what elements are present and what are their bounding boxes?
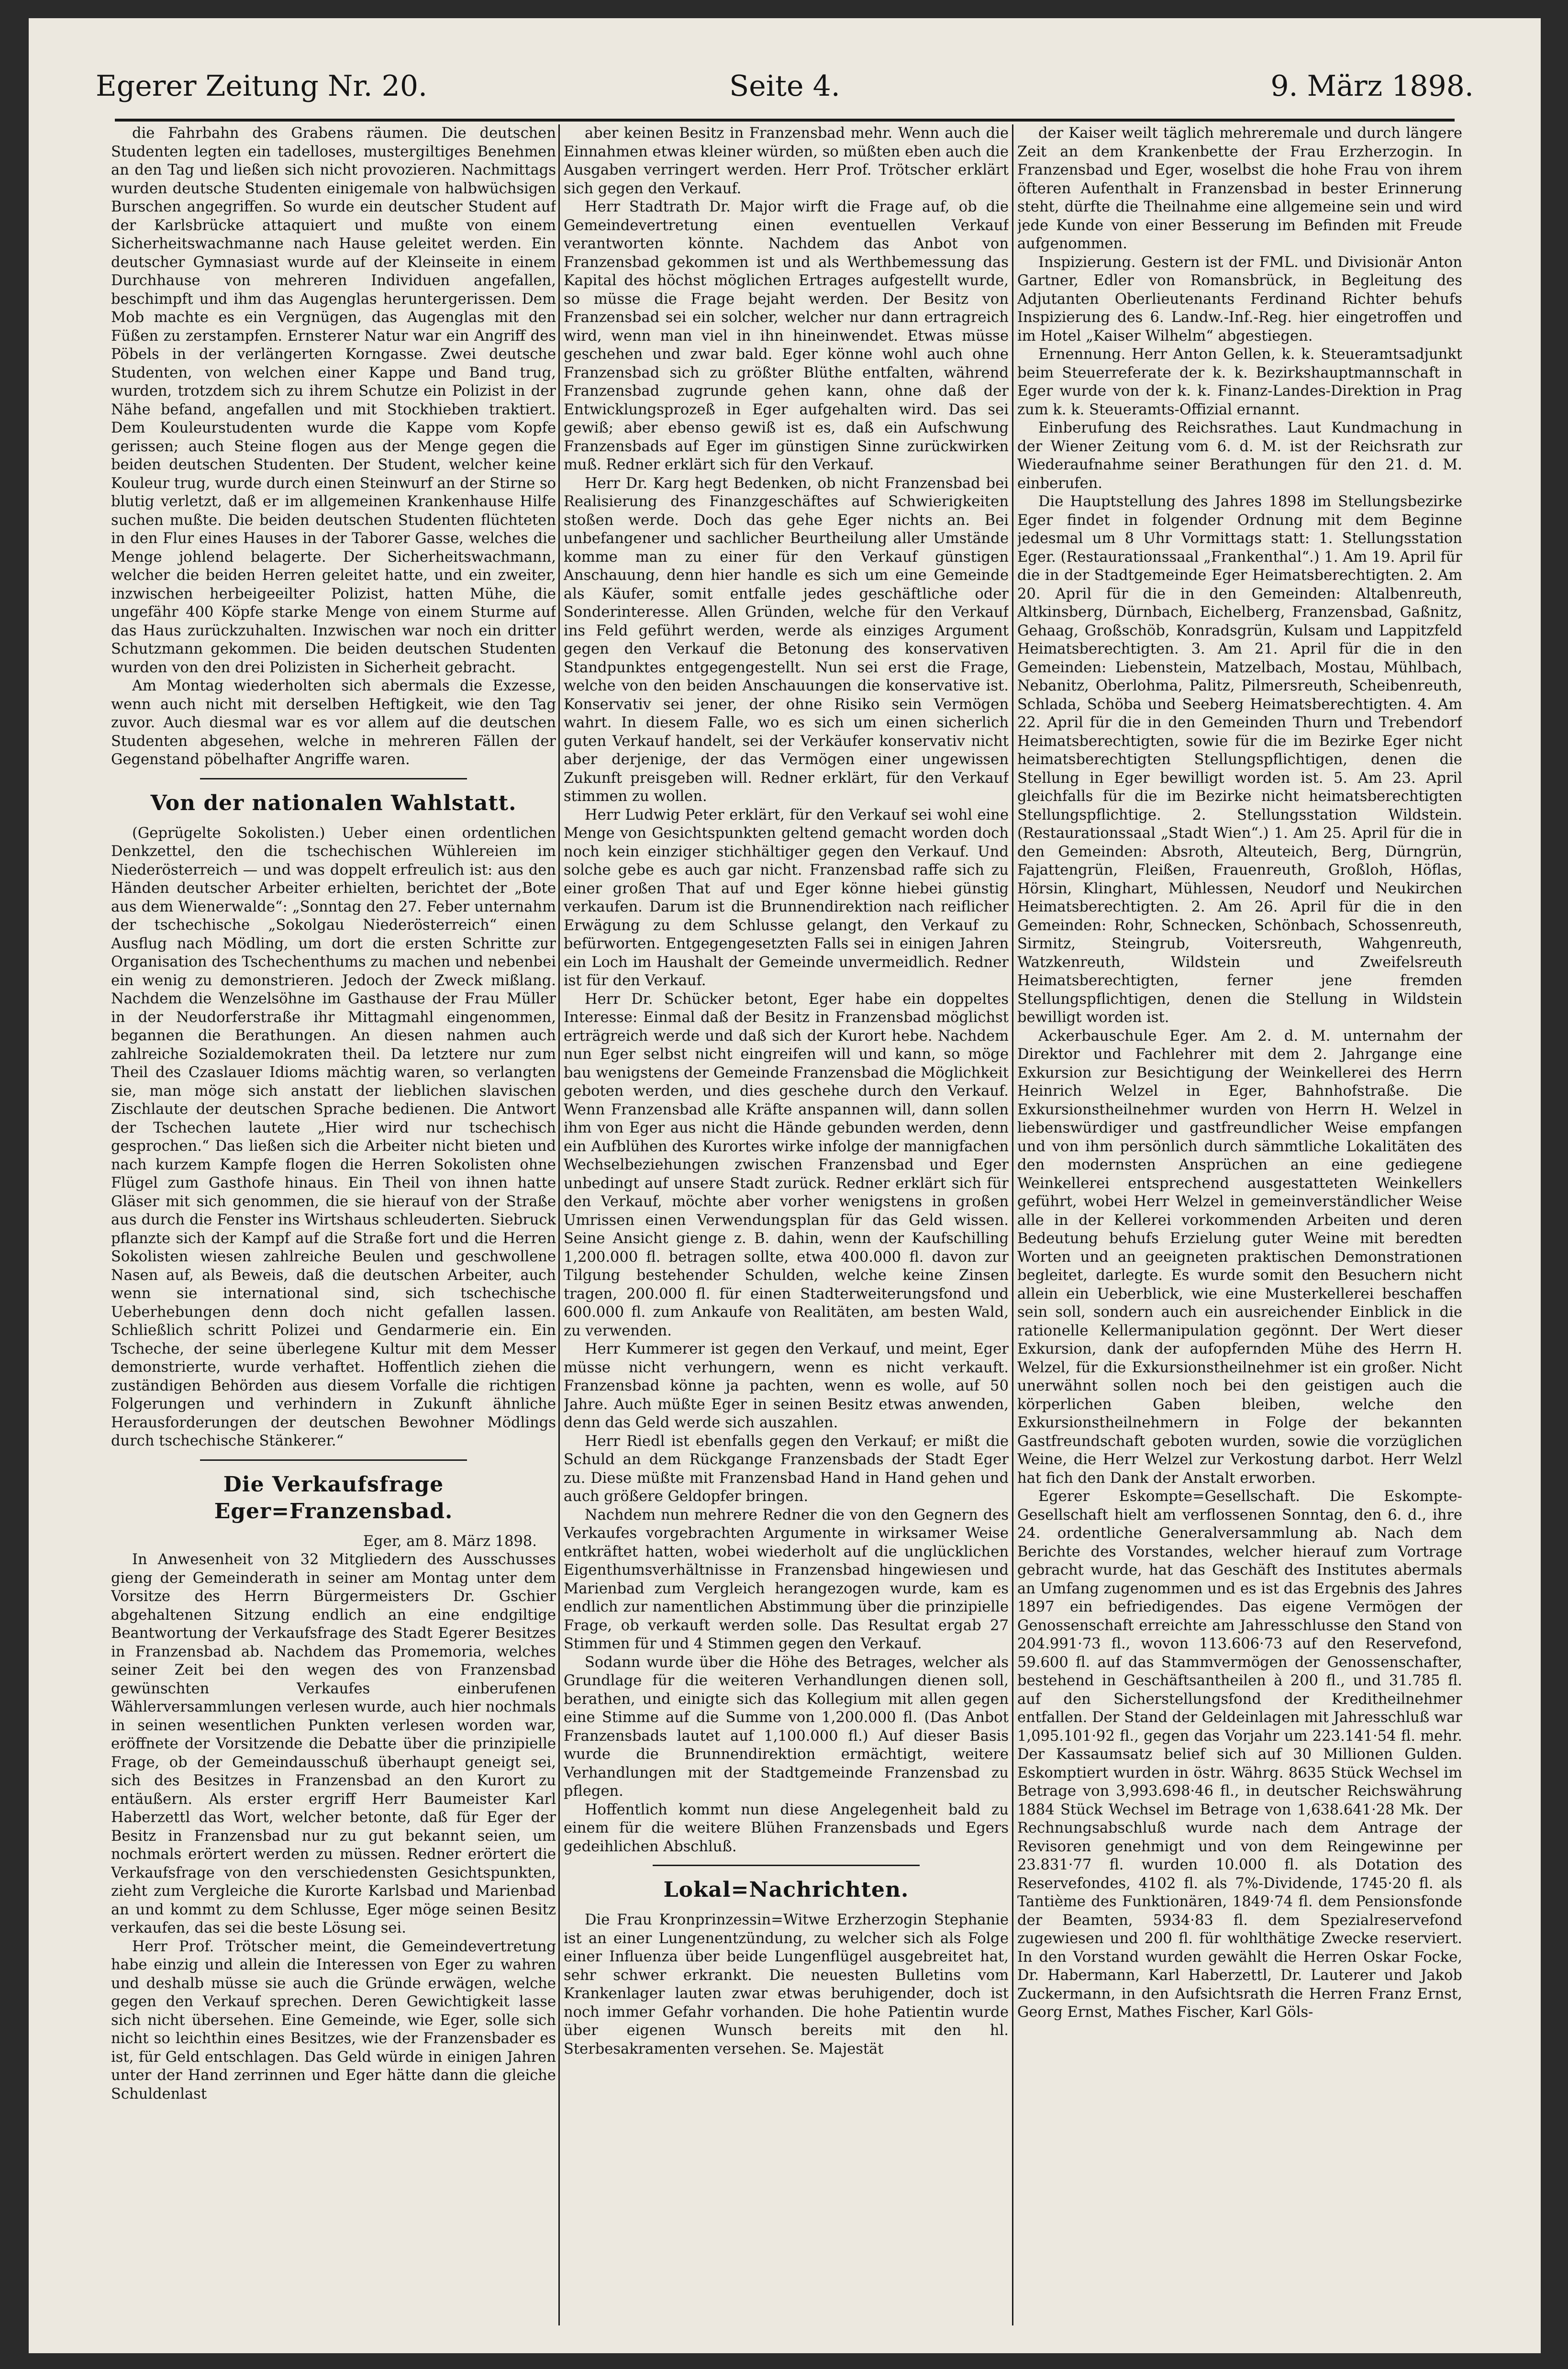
article-paragraph: Ernennung. Herr Anton Gellen, k. k. Steueramtsadjunkt beim Steuerreferate der k. k. Bezirkshauptmannschaft in Eger wurde von der k. k. Finanz-Landes-Direktion in Prag zum k. k. Steueramts-Offizial ernannt.	[1017, 346, 1462, 418]
column-1	[111, 124, 556, 2325]
dateline: Eger, am 8. März 1898.	[363, 1533, 537, 1550]
article-paragraph: Inspizierung. Gestern ist der FML. und Divisionär Anton Gartner, Edler von Romansbrück, in Begleitung des Adjutanten Oberlieutenants Ferdinand Richter behufs Inspizierung des 6. Landw.-Inf.-Reg. hier eingetroffen und im Hotel „Kaiser Wilhelm“ abgestiegen.	[1017, 254, 1462, 345]
article-paragraph: die Fahrbahn des Grabens räumen. Die deutschen Studenten legten ein tadelloses, mustergiltiges Benehmen an den Tag und ließen sich nicht provozieren. Nachmittags wurden deutsche Studenten einigemale von halbwüchsigen Burschen angegriffen. So wurde ein deutscher Student auf der Karlsbrücke attaquiert und mußte von einem Sicherheitswachmanne nach Hause geleitet werden. Ein deutscher Gymnasiast wurde auf der Kleinseite in einem Durchhause von mehreren Individuen angefallen, beschimpft und ihm das Augenglas heruntergerissen. Dem Mob machte es ein Vergnügen, das Augenglas mit den Füßen zu zerstampfen. Ernsterer Natur war ein Angriff des Pöbels in der verlängerten Korngasse. Zwei deutsche Studenten, von welchen einer Kappe und Band trug, wurden, trotzdem sich zu ihrem Schutze ein Polizist in der Nähe befand, angefallen und mit Stockhieben traktiert. Dem Kouleurstudenten wurde die Kappe vom Kopfe gerissen; auch Steine flogen aus der Menge gegen die beiden deutschen Studenten. Der Student, welcher keine Kouleur trug, wurde durch einen Steinwurf an der Stirne so blutig verletzt, daß er im allgemeinen Krankenhause Hilfe suchen mußte. Die beiden deutschen Studenten flüchteten in den Flur eines Hauses in der Taborer Gasse, welches die Menge johlend belagerte. Der Sicherheitswachmann, welcher die beiden Herren geleitet hatte, und ein zweiter, inzwischen herbeigeeilter Polizist, hatten Mühe, die ungefähr 400 Köpfe starke Menge von einem Sturme auf das Haus zurückzuhalten. Inzwischen war noch ein dritter Schutzmann gekommen. Die beiden deutschen Studenten wurden von den drei Polizisten in Sicherheit gebracht.	[111, 125, 556, 676]
article-paragraph: Herr Kummerer ist gegen den Verkauf, und meint, Eger müsse nicht verhungern, wenn es nicht verkauft. Franzensbad könne ja pachten, wenn es wolle, auf 50 Jahre. Auch müßte Eger in seinen Besitz etwas anwenden, denn das Geld werde sich auszahlen.	[564, 1341, 1009, 1431]
article-paragraph: Die Frau Kronprinzessin=Witwe Erzherzogin Stephanie ist an einer Lungenentzündung, zu welcher sich als Folge einer Influenza über beide Lungenflügel ausgebreitet hat, sehr schwer erkrankt. Die neuesten Bulletins vom Krankenlager lauten zwar etwas beruhigender, doch ist noch immer Gefahr vorhanden. Die hohe Patientin wurde über eigenen Wunsch bereits mit den hl. Sterbesakramenten versehen. Se. Majestät	[564, 1912, 1009, 2058]
article-paragraph: In Anwesenheit von 32 Mitgliedern des Ausschusses gieng der Gemeinderath in seiner am Montag unter dem Vorsitze des Herrn Bürgermeisters Dr. Gschier abgehaltenen Sitzung endlich an eine endgiltige Beantwortung der Verkaufsfrage des Stadt Egerer Besitzes in Franzensbad ab. Nachdem das Promemoria, welches seiner Zeit bei den wegen des von Franzensbad gewünschten Verkaufes einberufenen Wählerversammlungen verlesen wurde, auch hier nochmals in seinen wesentlichen Punkten verlesen worden war, eröffnete der Vorsitzende die Debatte über die prinzipielle Frage, ob der Gemeindausschuß überhaupt geneigt sei, sich des Besitzes in Franzensbad an den Kurort zu entäußern. Als erster ergriff Herr Baumeister Karl Haberzettl das Wort, welcher betonte, daß für Eger der Besitz in Franzensbad nur zu gut bekannt seien, um nochmals erörtert werden zu müssen. Redner erörtert die Verkaufsfrage von den verschiedensten Gesichtspunkten, zieht zum Vergleiche die Kurorte Karlsbad und Marienbad an und kommt zu dem Schlusse, Eger möge seinen Besitz verkaufen, das sei die beste Lösung sei.	[111, 1551, 556, 1936]
page-number: Seite 4.	[729, 69, 840, 103]
article-paragraph: Hoffentlich kommt nun diese Angelegenheit bald zu einem für die weitere Blühen Franzensbads und Egers gedeihlichen Abschluß.	[564, 1801, 1009, 1855]
article-paragraph: Ackerbauschule Eger. Am 2. d. M. unternahm der Direktor und Fachlehrer mit dem 2. Jahrgange eine Exkursion zur Besichtigung der Weinkellerei des Herrn Heinrich Welzel in Eger, Bahnhofstraße. Die Exkursionstheilnehmer wurden von Herrn H. Welzel in liebenswürdiger und gastfreundlicher Weise empfangen und von ihm persönlich durch sämmtliche Lokalitäten des den modernsten Ansprüchen an eine gediegene Weinkellerei entsprechend ausgestatteten Weinkellers geführt, wobei Herr Welzel in gemeinverständlicher Weise alle in der Kellerei vorkommenden Arbeiten und deren Bedeutung behufs Erzielung guter Weine mit beredten Worten und an geeigneten praktischen Demonstrationen begleitet, darlegte. Es wurde somit den Besuchern nicht allein ein Ueberblick, wie eine Musterkellerei beschaffen sein soll, sondern auch ein ausreichender Einblick in die rationelle Kellermanipulation gegönnt. Der Wert dieser Exkursion, dank der aufopfernden Mühe des Herrn H. Welzel, für die Exkursionstheilnehmer ist ein großer. Nicht unerwähnt sollen noch bei den geistigen auch die körperlichen Gaben bleiben, welche den Exkursionstheilnehmern in Folge der bekannten Gastfreundschaft geboten wurden, sowie die vorzüglichen Weine, die Herr Welzel zur Verkostung darbot. Herr Welzl hat fich den Dank der Anstalt erworben.	[1017, 1027, 1462, 1487]
article-paragraph: Sodann wurde über die Höhe des Betrages, welcher als Grundlage für die weiteren Verhandlungen dienen soll, berathen, und einigte sich das Kollegium mit allen gegen eine Stimme auf die Summe von 1,200.000 fl. (Das Anbot Franzensbads lautet auf 1,100.000 fl.) Auf dieser Basis wurde die Brunnendirektion ermächtigt, weitere Verhandlungen mit der Stadtgemeinde Franzensbad zu pflegen.	[564, 1654, 1009, 1800]
column-divider	[558, 124, 560, 2325]
article-paragraph: Herr Stadtrath Dr. Major wirft die Frage auf, ob die Gemeindevertretung einen eventuellen Verkauf verantworten könnte. Nachdem das Anbot von Franzensbad gekommen ist und als Werthbemessung das Kapital des höchst möglichen Ertrages aufgestellt wurde, so müsse die Frage bejaht werden. Der Besitz von Franzensbad sei ein solcher, welcher nur dann ertragreich wird, wenn man viel in ihn hineinwendet. Etwas müsse geschehen und zwar bald. Eger könne wohl auch ohne Franzensbad sich zu größter Blüthe entfalten, während Franzensbad zugrunde gehen kann, ohne daß der Entwicklungsprozeß in Eger aufgehalten wird. Das sei gewiß; aber ebenso gewiß ist es, daß ein Aufschwung Franzensbads auf Eger im günstigen Sinne zurückwirken muß. Redner erklärt sich für den Verkauf.	[564, 199, 1009, 473]
article-paragraph: Egerer Eskompte=Gesellschaft. Die Eskompte-Gesellschaft hielt am verflossenen Sonntag, den 6. d., ihre 24. ordentliche Generalversammlung ab. Nach dem Berichte des Vorstandes, welcher hierauf zum Vortrage gebracht wurde, hat das Geschäft des Institutes abermals an Umfang zugenommen und es ist das Ergebnis des Jahres 1897 ein befriedigendes. Das eigene Vermögen der Genossenschaft erreichte am Jahresschlusse den Stand von 204.991·73 fl., wovon 113.606·73 auf den Reservefond, 59.600 fl. auf das Stammvermögen der Genossenschafter, bestehend in Geschäftsantheilen à 200 fl., und 31.785 fl. auf den Sicherstellungsfond der Kreditheilnehmer entfallen. Der Stand der Geldeinlagen mit Jahresschluß war 1,095.101·92 fl., gegen das Vorjahr um 223.141·54 fl. mehr. Der Kassaumsatz belief sich auf 30 Millionen Gulden. Eskomptiert wurden in östr. Währg. 8635 Stück Wechsel im Betrage von 3,993.698·46 fl., in deutscher Reichswährung 1884 Stück Wechsel im Betrage von 1,638.641·28 Mk. Der Rechnungsabschluß wurde nach dem Antrage der Revisoren genehmigt und von dem Reingewinne per 23.831·77 fl. wurden 10.000 fl. als Dotation des Reservefondes, 4102 fl. als 7%-Dividende, 1745·20 fl. als Tantième des Funktionären, 1849·74 fl. dem Pensionsfonde der Beamten, 5934·83 fl. dem Spezialreservefond zugewiesen und 200 fl. für wohlthätige Zwecke reserviert. In den Vorstand wurden gewählt die Herren Oskar Focke, Dr. Habermann, Karl Haberzettl, Dr. Lauterer und Jakob Zuckermann, in den Aufsichtsrath die Herren Franz Ernst, Georg Ernst, Mathes Fischer, Karl Göls-	[1017, 1488, 1462, 2021]
column-2	[564, 124, 1009, 2325]
section-heading: Lokal=Nachrichten.	[663, 1878, 909, 1902]
section-rule	[200, 778, 467, 779]
article-paragraph: Herr Ludwig Peter erklärt, für den Verkauf sei wohl eine Menge von Gesichtspunkten geltend gemacht worden doch noch kein einziger stichhältiger gegen den Verkauf. Und solche gebe es auch gar nicht. Franzensbad raffe sich zu einer großen That auf und Eger könne hiebei günstig verkaufen. Darum ist die Brunnendirektion nach reiflicher Erwägung zu dem Schlusse gelangt, den Verkauf zu befürworten. Entgegengesetzten Falls sei in einigen Jahren ein Loch im Haushalt der Gemeinde unvermeidlich. Redner ist für den Verkauf.	[564, 806, 1009, 989]
article-paragraph: Einberufung des Reichsrathes. Laut Kundmachung in der Wiener Zeitung vom 6. d. M. ist der Reichsrath zur Wiederaufnahme seiner Berathungen für den 21. d. M. einberufen.	[1017, 420, 1462, 492]
issue-date: 9. März 1898.	[1270, 69, 1474, 103]
article-paragraph: Herr Dr. Schücker betont, Eger habe ein doppeltes Interesse: Einmal daß der Besitz in Franzensbad möglichst erträgreich werde und daß sich der Kurort hebe. Nachdem nun Eger selbst nicht eingreifen will und kann, so möge bau wenigstens der Gemeinde Franzensbad die Möglichkeit geboten werden, und dies geschehe durch den Verkauf. Wenn Franzensbad alle Kräfte anspannen will, dann sollen ihm von Eger aus nicht die Hände gebunden werden, denn ein Aufblühen des Kurortes wirke infolge der mannigfachen Wechselbeziehungen zwischen Franzensbad und Eger unbedingt auf unsere Stadt zurück. Redner erklärt sich für den Verkauf, möchte aber vorher wenigstens in großen Umrissen einen Verwendungsplan für das Geld wissen. Seine Ansicht gienge z. B. dahin, wenn der Kaufschilling 1,200.000 fl. betragen sollte, etwa 400.000 fl. davon zur Tilgung bestehender Schulden, welche keine Zinsen tragen, 200.000 fl. für einen Stadterweiterungsfond und 600.000 fl. zum Ankaufe von Realitäten, am besten Wald, zu verwenden.	[564, 990, 1009, 1339]
column-3	[1017, 124, 1462, 2325]
article-paragraph: der Kaiser weilt täglich mehreremale und durch längere Zeit an dem Krankenbette der Frau Erzherzogin. In Franzensbad und Eger, woselbst die hohe Frau von ihrem öfteren Aufenthalt in Franzensbad in bester Erinnerung steht, dürfte die Theilnahme eine allgemeine sein und wird jede Kunde von einer Besserung im Befinden mit Freude aufgenommen.	[1017, 125, 1462, 252]
section-rule	[200, 1459, 467, 1461]
article-paragraph: Am Montag wiederholten sich abermals die Exzesse, wenn auch nicht mit derselben Heftigkeit, wie den Tag zuvor. Auch diesmal war es vor allem auf die deutschen Studenten abgesehen, welche in mehreren Fällen der Gegenstand pöbelhafter Angriffe waren.	[111, 678, 556, 768]
column-divider	[1012, 124, 1013, 2325]
article-paragraph: aber keinen Besitz in Franzensbad mehr. Wenn auch die Einnahmen etwas kleiner würden, so müßten eben auch die Ausgaben verringert werden. Herr Prof. Trötscher erklärt sich gegen den Verkauf.	[564, 125, 1009, 197]
masthead	[67, 57, 1502, 115]
newspaper-page	[29, 18, 1541, 2353]
article-paragraph: (Geprügelte Sokolisten.) Ueber einen ordentlichen Denkzettel, den die tschechischen Wühlereien im Niederösterreich — und was doppelt erfreulich ist: aus den Händen deutscher Arbeiter erhielten, berichtet der „Bote aus dem Wienerwalde“: „Sonntag den 27. Feber unternahm der tschechische „Sokolgau Niederösterreich“ einen Ausflug nach Mödling, um dort die ersten Schritte zur Organisation des Tschechenthums zu machen und nebenbei ein wenig zu demonstrieren. Jedoch der Zweck mißlang. Nachdem die Wenzelsöhne im Gasthause der Frau Müller in der Neudorferstraße ihr Mittagmahl eingenommen, begannen die Berathungen. An diesen nahmen auch zahlreiche Sozialdemokraten theil. Da letztere nur zum Theil des Czaslauer Idioms mächtig waren, so verlangten sie, man möge sich anstatt der lieblichen slavischen Zischlaute der deutschen Sprache bedienen. Die Antwort der Tschechen lautete „Hier wird nur tschechisch gesprochen.“ Das ließen sich die Arbeiter nicht bieten und nach kurzem Kampfe flogen die Herren Sokolisten ohne Flügel zum Gasthofe hinaus. Ein Theil von ihnen hatte Gläser mit sich genommen, die sie hierauf von der Straße aus durch die Fenster ins Wirtshaus schleuderten. Siebruck pflanzte sich der Kampf auf die Straße fort und die Herren Sokolisten wiesen zahlreiche Beulen und geschwollene Nasen auf, als Beweis, daß die deutschen Arbeiter, auch wenn sie international sind, sich tschechische Ueberhebungen denn doch nicht gefallen lassen. Schließlich schritt Polizei und Gendarmerie ein. Ein Tscheche, der seine überlegene Kultur mit dem Messer demonstrierte, wurde verhaftet. Hoffentlich ziehen die zuständigen Behörden aus diesem Vorfalle die richtigen Folgerungen und verhindern in Zukunft ähnliche Herausforderungen der deutschen Bewohner Mödlings durch tschechische Stänkerer.“	[111, 824, 556, 1449]
section-heading: Von der nationalen Wahlstatt.	[150, 790, 517, 815]
article-paragraph: Herr Riedl ist ebenfalls gegen den Verkauf; er mißt die Schuld an dem Rückgange Franzensbads der Stadt Eger zu. Diese müßte mit Franzensbad Hand in Hand gehen und auch größere Geldopfer bringen.	[564, 1433, 1009, 1505]
masthead-title: Egerer Zeitung Nr. 20.	[96, 69, 428, 103]
article-paragraph: Herr Dr. Karg hegt Bedenken, ob nicht Franzensbad bei Realisierung des Finanzgeschäftes auf Schwierigkeiten stoßen werde. Doch das gehe Eger nichts an. Bei unbefangener und sachlicher Beurtheilung aller Umstände komme man zu einer für den Verkauf günstigen Anschauung, denn hier handle es sich um eine Gemeinde als Käufer, somit entfalle jedes geschäftliche oder Sonderinteresse. Allen Gründen, welche für den Verkauf ins Feld geführt werden, werde als einziges Argument gegen den Verkauf die Betonung des konservativen Standpunktes entgegengestellt. Nun sei erst die Frage, welche von den beiden Anschauungen die konservative ist. Konservativ sei jener, der ohne Risiko sein Vermögen wahrt. In diesem Falle, wo es sich um einen sicherlich guten Verkauf handelt, sei der Verkäufer konservativ nicht aber derjenige, der das Vermögen einer ungewissen Zukunft preisgeben will. Redner erklärt, für den Verkauf stimmen zu wollen.	[564, 475, 1009, 805]
article-paragraph: Herr Prof. Trötscher meint, die Gemeindevertretung habe einzig und allein die Interessen von Eger zu wahren und deshalb müsse sie auch die Gründe erwägen, welche gegen den Verkauf sprechen. Deren Gewichtigkeit lasse sich nicht übersehen. Eine Gemeinde, wie Eger, solle sich nicht so leichthin eines Besitzes, wie der Franzensbader es ist, für Geld entschlagen. Das Geld würde in einigen Jahren unter der Hand zerrinnen und Eger hätte dann die gleiche Schuldenlast	[111, 1938, 556, 2102]
article-paragraph: Nachdem nun mehrere Redner die von den Gegnern des Verkaufes vorgebrachten Argumente in wirksamer Weise entkräftet hatten, wobei wiederholt auf die unglücklichen Eigenthumsverhältnisse in Franzensbad hingewiesen und Marienbad zum Vergleich herangezogen wurde, kam es endlich zur namentlichen Abstimmung über die prinzipielle Frage, ob verkauft werden solle. Das Resultat ergab 27 Stimmen für und 4 Stimmen gegen den Verkauf.	[564, 1506, 1009, 1652]
section-rule	[653, 1865, 920, 1866]
section-heading: Die Verkaufsfrage Eger=Franzensbad.	[214, 1472, 453, 1524]
masthead-rule	[115, 119, 1455, 122]
article-paragraph: Die Hauptstellung des Jahres 1898 im Stellungsbezirke Eger findet in folgender Ordnung mit dem Beginne jedesmal um 8 Uhr Vormittags statt: 1. Stellungsstation Eger. (Restaurationssaal „Frankenthal“.) 1. Am 19. April für die in der Stadtgemeinde Eger Heimatsberechtigten. 2. Am 20. April für die in den Gemeinden: Altalbenreuth, Altkinsberg, Dürnbach, Eichelberg, Franzensbad, Gaßnitz, Gehaag, Großschöb, Konradsgrün, Kulsam und Lappitzfeld Heimatsberechtigten. 3. Am 21. April für die in den Gemeinden: Liebenstein, Matzelbach, Mostau, Mühlbach, Nebanitz, Oberlohma, Palitz, Pilmersreuth, Scheibenreuth, Schlada, Schöba und Seeberg Heimatsberechtigten. 4. Am 22. April für die in den Gemeinden Thurn und Trebendorf Heimatsberechtigten, sowie für die im Bezirke Eger nicht heimatsberechtigten Stellungspflichtigen, denen die Stellung in Eger bewilligt worden ist. 5. Am 23. April gleichfalls für die im Bezirke nicht heimatsberechtigten Stellungspflichtige. 2. Stellungsstation Wildstein. (Restaurationssaal „Stadt Wien“.) 1. Am 25. April für die in den Gemeinden: Absroth, Alteuteich, Berg, Dürngrün, Fajattengrün, Fleißen, Frauenreuth, Großloh, Höflas, Hörsin, Klinghart, Mühlessen, Neudorf und Neukirchen Heimatsberechtigten. 2. Am 26. April für die in den Gemeinden: Rohr, Schnecken, Schönbach, Schossenreuth, Sirmitz, Steingrub, Voitersreuth, Wahgenreuth, Watzkenreuth, Wildstein und Zweifelsreuth Heimatsberechtigten, ferner jene fremden Stellungspflichtigen, denen die Stellung in Wildstein bewilligt worden ist.	[1017, 493, 1462, 1026]
